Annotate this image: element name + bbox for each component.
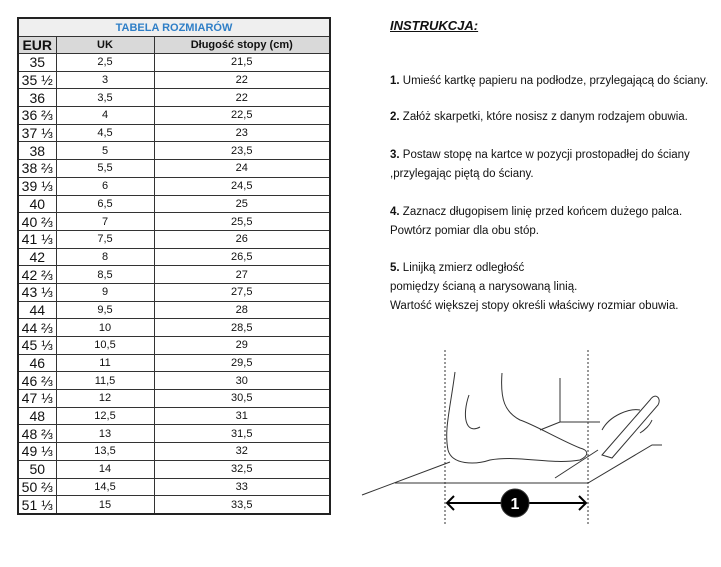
table-row: [18, 142, 330, 160]
cell-eur: 48 ⅔: [18, 425, 56, 443]
cell-length: 30,5: [154, 390, 330, 408]
table-row: [18, 283, 330, 301]
instruction-step: [390, 72, 708, 91]
foot-measurement-illustration: [340, 330, 721, 567]
cell-eur: 46: [18, 354, 56, 372]
table-row: [18, 319, 330, 337]
cell-uk: 10,5: [56, 337, 154, 355]
cell-eur: 38: [18, 142, 56, 160]
table-row: [18, 177, 330, 195]
cell-uk: 8,5: [56, 266, 154, 284]
cell-eur: 45 ⅓: [18, 337, 56, 355]
cell-eur: 38 ⅔: [18, 160, 56, 178]
table-row: [18, 195, 330, 213]
cell-length: 28,5: [154, 319, 330, 337]
cell-length: 28: [154, 301, 330, 319]
cell-eur: 36: [18, 89, 56, 107]
cell-length: 27,5: [154, 283, 330, 301]
instruction-step: [390, 146, 690, 184]
table-row: [18, 372, 330, 390]
cell-eur: 40 ⅔: [18, 213, 56, 231]
cell-uk: 3: [56, 71, 154, 89]
instruction-step: [390, 203, 682, 241]
cell-length: 24: [154, 160, 330, 178]
table-row: [18, 89, 330, 107]
cell-eur: 50: [18, 460, 56, 478]
table-row: [18, 54, 330, 72]
table-row: [18, 124, 330, 142]
cell-length: 30: [154, 372, 330, 390]
cell-uk: 9: [56, 283, 154, 301]
cell-length: 27: [154, 266, 330, 284]
table-row: [18, 107, 330, 125]
cell-eur: 41 ⅓: [18, 230, 56, 248]
cell-length: 23: [154, 124, 330, 142]
header-uk: UK: [56, 37, 154, 54]
cell-uk: 11,5: [56, 372, 154, 390]
cell-length: 26: [154, 230, 330, 248]
cell-length: 22: [154, 71, 330, 89]
table-row: [18, 230, 330, 248]
cell-length: 23,5: [154, 142, 330, 160]
cell-length: 21,5: [154, 54, 330, 72]
table-row: [18, 213, 330, 231]
cell-uk: 3,5: [56, 89, 154, 107]
step-text: Wartość większej stopy określi właściwy rozmiar obuwia.: [390, 300, 679, 312]
cell-uk: 7: [56, 213, 154, 231]
cell-eur: 51 ⅓: [18, 496, 56, 514]
cell-uk: 10: [56, 319, 154, 337]
cell-uk: 5: [56, 142, 154, 160]
cell-uk: 8: [56, 248, 154, 266]
cell-eur: 47 ⅓: [18, 390, 56, 408]
cell-length: 31: [154, 407, 330, 425]
cell-length: 29,5: [154, 354, 330, 372]
cell-length: 22: [154, 89, 330, 107]
cell-uk: 6,5: [56, 195, 154, 213]
cell-eur: 42 ⅔: [18, 266, 56, 284]
table-row: [18, 248, 330, 266]
step-text: Postaw stopę na kartce w pozycji prostopadłej do ściany: [402, 149, 690, 161]
cell-uk: 9,5: [56, 301, 154, 319]
cell-uk: 14,5: [56, 478, 154, 496]
step-text: Załóż skarpetki, które nosisz z danym rodzajem obuwia.: [402, 111, 688, 123]
step-number: 3.: [390, 149, 400, 161]
cell-eur: 49 ⅓: [18, 443, 56, 461]
cell-eur: 40: [18, 195, 56, 213]
cell-length: 25,5: [154, 213, 330, 231]
cell-uk: 4,5: [56, 124, 154, 142]
table-row: [18, 460, 330, 478]
table-row: [18, 266, 330, 284]
cell-uk: 7,5: [56, 230, 154, 248]
table-row: [18, 496, 330, 514]
cell-uk: 12: [56, 390, 154, 408]
step-text: Powtórz pomiar dla obu stóp.: [390, 225, 539, 237]
instruction-step: [390, 108, 688, 127]
cell-uk: 15: [56, 496, 154, 514]
cell-eur: 37 ⅓: [18, 124, 56, 142]
cell-uk: 6: [56, 177, 154, 195]
step-number: 5.: [390, 262, 400, 274]
cell-eur: 36 ⅔: [18, 107, 56, 125]
header-eur: EUR: [18, 37, 56, 54]
table-row: [18, 443, 330, 461]
cell-eur: 43 ⅓: [18, 283, 56, 301]
size-table: [17, 17, 331, 515]
table-row: [18, 337, 330, 355]
cell-uk: 14: [56, 460, 154, 478]
cell-length: 32: [154, 443, 330, 461]
table-row: [18, 407, 330, 425]
cell-length: 33: [154, 478, 330, 496]
table-row: [18, 354, 330, 372]
cell-uk: 11: [56, 354, 154, 372]
instructions-title: INSTRUKCJA:: [390, 18, 479, 33]
cell-uk: 2,5: [56, 54, 154, 72]
cell-length: 22,5: [154, 107, 330, 125]
cell-uk: 13,5: [56, 443, 154, 461]
table-title: TABELA ROZMIARÓW: [18, 18, 330, 37]
step-number: 4.: [390, 206, 400, 218]
cell-eur: 39 ⅓: [18, 177, 56, 195]
table-row: [18, 71, 330, 89]
cell-eur: 50 ⅔: [18, 478, 56, 496]
cell-eur: 42: [18, 248, 56, 266]
table-row: [18, 425, 330, 443]
cell-eur: 44 ⅔: [18, 319, 56, 337]
cell-length: 32,5: [154, 460, 330, 478]
cell-uk: 5,5: [56, 160, 154, 178]
step-number: 2.: [390, 111, 400, 123]
cell-eur: 35: [18, 54, 56, 72]
cell-length: 25: [154, 195, 330, 213]
cell-eur: 48: [18, 407, 56, 425]
cell-uk: 13: [56, 425, 154, 443]
marker-label: 1: [510, 496, 520, 513]
step-text: Linijką zmierz odległość: [402, 262, 525, 274]
cell-length: 24,5: [154, 177, 330, 195]
table-row: [18, 301, 330, 319]
step-text: Zaznacz długopisem linię przed końcem dużego palca.: [402, 206, 683, 218]
table-row: [18, 478, 330, 496]
cell-length: 29: [154, 337, 330, 355]
instruction-step: [390, 259, 678, 316]
cell-eur: 44: [18, 301, 56, 319]
step-number: 1.: [390, 75, 400, 87]
step-text: ,przylegając piętą do ściany.: [390, 168, 534, 180]
table-row: [18, 390, 330, 408]
cell-uk: 12,5: [56, 407, 154, 425]
step-text: pomiędzy ścianą a narysowaną linią.: [390, 281, 578, 293]
cell-length: 26,5: [154, 248, 330, 266]
cell-eur: 46 ⅔: [18, 372, 56, 390]
step-text: Umieść kartkę papieru na podłodze, przylegającą do ściany.: [402, 75, 709, 87]
cell-length: 33,5: [154, 496, 330, 514]
cell-eur: 35 ½: [18, 71, 56, 89]
cell-length: 31,5: [154, 425, 330, 443]
cell-uk: 4: [56, 107, 154, 125]
table-row: [18, 160, 330, 178]
header-length: Długość stopy (cm): [154, 37, 330, 54]
